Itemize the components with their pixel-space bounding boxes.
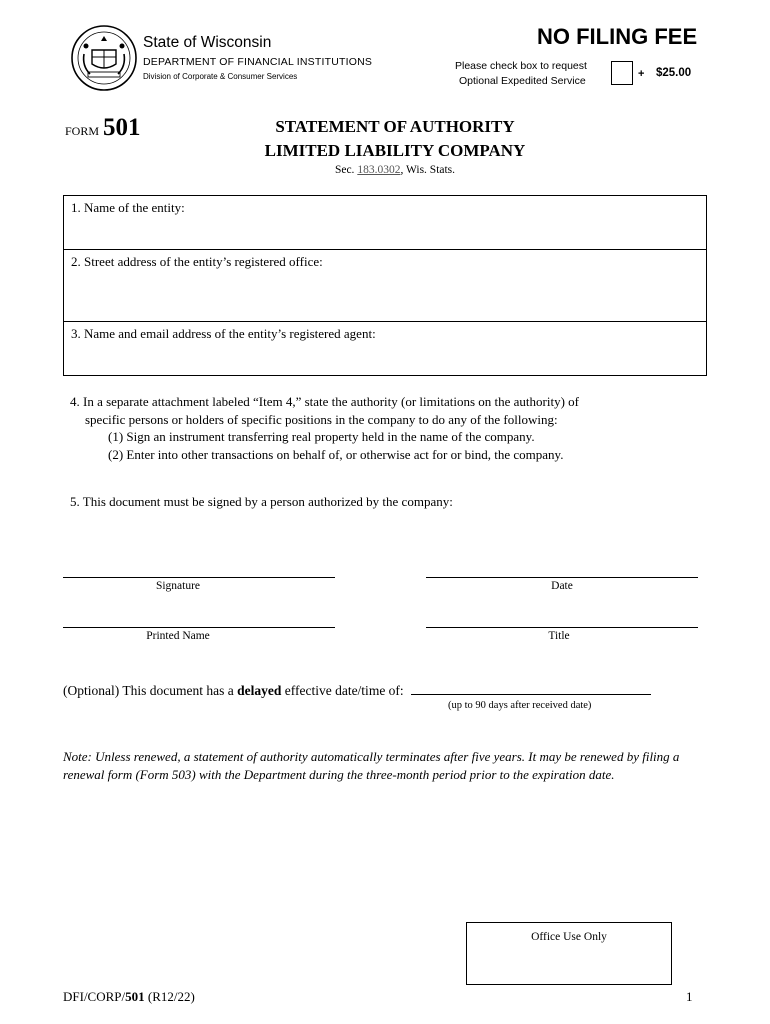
- statute-link[interactable]: 183.0302: [357, 164, 401, 176]
- form-label: FORM: [65, 124, 100, 138]
- date-line[interactable]: [426, 577, 698, 578]
- item4-line2: specific persons or holders of specific positions in the company to do any of the following:: [85, 411, 558, 427]
- division-name: Division of Corporate & Consumer Services: [143, 72, 298, 81]
- registered-office-address-field[interactable]: [64, 250, 706, 322]
- item4-sub1: (1) Sign an instrument transferring real property held in the name of the company.: [108, 429, 535, 444]
- department-name: DEPARTMENT OF FINANCIAL INSTITUTIONS: [143, 56, 373, 68]
- optional-bold-word: delayed: [237, 683, 282, 698]
- delayed-effective-date-row: [63, 682, 651, 699]
- title-line[interactable]: [426, 627, 698, 628]
- expedited-fee-amount: $25.00: [656, 67, 692, 79]
- form-revision: (R12/22): [144, 989, 195, 1004]
- delayed-date-hint: (up to 90 days after received date): [448, 700, 592, 711]
- expedited-instruction-line2: Optional Expedited Service: [459, 75, 586, 87]
- printed-name-label: Printed Name: [146, 630, 210, 642]
- office-use-only-label: Office Use Only: [531, 931, 607, 943]
- office-use-only-box: [466, 922, 672, 985]
- title-label: Title: [548, 630, 570, 642]
- delayed-effective-date-input[interactable]: [411, 682, 651, 695]
- statute-reference: [200, 164, 590, 176]
- item4-sub2: (2) Enter into other transactions on behalf of, or otherwise act for or bind, the company.: [108, 446, 564, 462]
- form-identifier: [65, 114, 141, 142]
- entity-info-box: [63, 195, 707, 376]
- entity-name-field[interactable]: [64, 196, 706, 250]
- page-number: 1: [686, 989, 693, 1004]
- item4-instructions: [70, 393, 720, 463]
- form-title-line2: LIMITED LIABILITY COMPANY: [264, 141, 526, 160]
- form-code-prefix: DFI/CORP/: [63, 989, 126, 1004]
- item4-line1: 4. In a separate attachment labeled “Item 4,” state the authority (or limitations on the authority) of: [70, 394, 579, 409]
- form-title-line1: STATEMENT OF AUTHORITY: [275, 117, 515, 136]
- expedited-instruction-line1: Please check box to request: [455, 60, 587, 72]
- registered-agent-field[interactable]: [64, 322, 706, 375]
- signature-label: Signature: [155, 580, 201, 592]
- statute-suffix: , Wis. Stats.: [400, 164, 456, 176]
- form-code-number: 501: [125, 989, 145, 1004]
- plus-sign: +: [638, 68, 645, 80]
- date-label: Date: [551, 580, 573, 592]
- registered-office-address-label: 2. Street address of the entity’s registered office:: [71, 254, 323, 269]
- statute-prefix: Sec.: [334, 164, 355, 176]
- printed-name-line[interactable]: [63, 627, 335, 628]
- expedited-service-checkbox[interactable]: [611, 61, 633, 85]
- form-code: [63, 989, 195, 1005]
- optional-suffix: effective date/time of:: [281, 683, 404, 698]
- signature-line[interactable]: [63, 577, 335, 578]
- state-seal-icon: [70, 24, 138, 92]
- renewal-note: Note: Unless renewed, a statement of authority automatically terminates after five years. It may be renewed by filing a renewal form (Form 503) with the Department during the three-month period prior to the expiration date.: [63, 749, 680, 782]
- entity-name-label: 1. Name of the entity:: [71, 200, 185, 215]
- no-filing-fee-heading: NO FILING FEE: [537, 24, 698, 49]
- item5-instructions: 5. This document must be signed by a person authorized by the company:: [70, 494, 453, 509]
- registered-agent-label: 3. Name and email address of the entity’s registered agent:: [71, 326, 376, 341]
- state-name: State of Wisconsin: [143, 34, 272, 51]
- form-number: 501: [103, 114, 141, 141]
- optional-prefix: (Optional) This document has a: [63, 683, 238, 698]
